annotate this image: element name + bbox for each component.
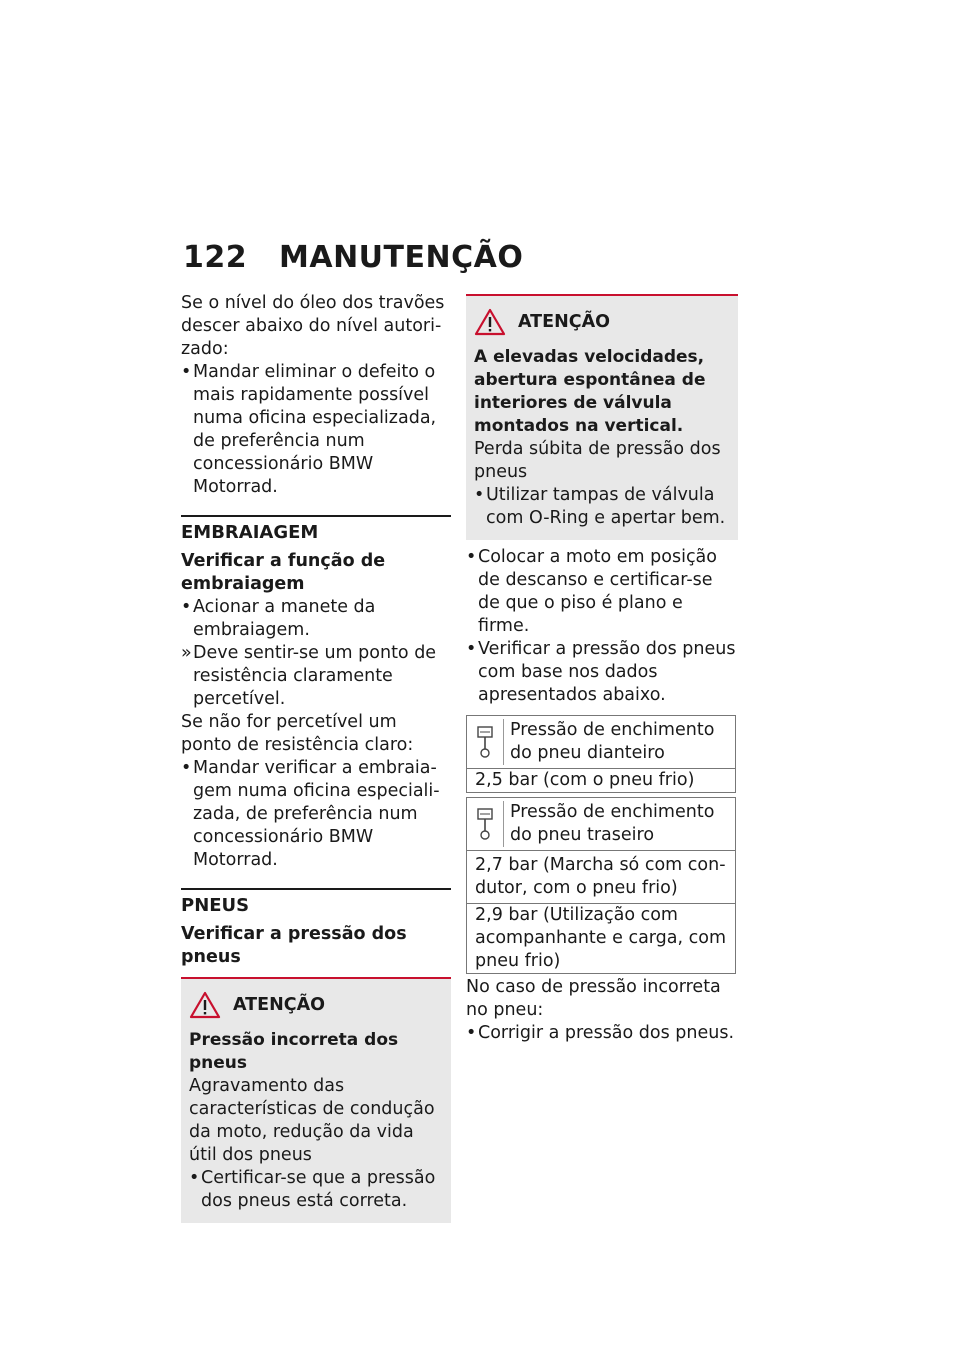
list-item: • Acionar a manete da embraiagem. (181, 597, 376, 640)
warning-triangle-icon (474, 308, 506, 336)
list-item: • Utilizar tampas de válvula com O-Ring e apertar bem. (474, 485, 726, 528)
right-column (466, 294, 738, 1045)
chapter-title: MANUTENÇÃO (279, 240, 524, 275)
rear-pressure-value-solo: 2,7 bar (Marcha só com condutor, com o pneu frio) (467, 851, 736, 904)
list-item: • Mandar eliminar o defeito o mais rapidamente possível numa oficina especializada, de preferência num concessionário BMW Motorrad. (181, 362, 437, 497)
list-item: • Mandar verificar a embraiagem numa oficina especializada, de preferência num concessionário BMW Motorrad. (181, 758, 440, 870)
list-item: • Colocar a moto em posição de descanso e certificar-se de que o piso é plano e firme. (466, 547, 717, 636)
warning-cause: Pressão incorreta dos pneus (189, 1030, 399, 1073)
list-item: • Verificar a pressão dos pneus com base nos dados apresentados abaixo. (466, 639, 736, 705)
incorrect-pressure-text: No caso de pressão incorreta no pneu: (466, 977, 721, 1020)
list-item: • Certificar-se que a pressão dos pneus está correta. (189, 1168, 436, 1211)
rear-pressure-value-loaded: 2,9 bar (Utilização com acompanhante e carga, com pneu frio) (467, 904, 736, 974)
condition-text: Se não for percetível um ponto de resistência claro: (181, 712, 414, 755)
tyre-pressure-gauge-icon (467, 719, 503, 759)
section-title-tyres: PNEUS (181, 888, 451, 917)
page-header (183, 240, 523, 275)
list-item: • Corrigir a pressão dos pneus. (466, 1023, 735, 1043)
brake-intro: Se o nível do óleo dos travões descer abaixo do nível autorizado: (181, 293, 445, 359)
result-item: » Deve sentir-se um ponto de resistência claramente percetível. (181, 643, 437, 709)
section-title-clutch: EMBRAIAGEM (181, 515, 451, 544)
tyre-pressure-gauge-icon (467, 801, 503, 841)
warning-box (466, 294, 738, 540)
front-pressure-label: Pressão de enchimento do pneu dianteiro (503, 719, 727, 765)
warning-effect: Agravamento das características de condução da moto, redução da vida útil dos pneus (189, 1076, 435, 1165)
warning-box (181, 977, 451, 1223)
warning-title: ATENÇÃO (189, 991, 443, 1019)
page-number: 122 (183, 240, 248, 275)
warning-title: ATENÇÃO (474, 308, 730, 336)
subsection-title-clutch: Verificar a função de embraiagem (181, 551, 386, 594)
subsection-title-pressure: Verificar a pressão dos pneus (181, 924, 407, 967)
warning-triangle-icon (189, 991, 221, 1019)
left-column (181, 292, 451, 1223)
front-pressure-table (466, 715, 736, 793)
warning-effect: Perda súbita de pressão dos pneus (474, 439, 721, 482)
warning-cause: A elevadas velocidades, abertura espontânea de interiores de válvula montados na vertical. (474, 347, 706, 436)
front-pressure-value: 2,5 bar (com o pneu frio) (467, 769, 736, 793)
rear-pressure-table (466, 797, 736, 974)
rear-pressure-label: Pressão de enchimento do pneu traseiro (503, 801, 727, 847)
